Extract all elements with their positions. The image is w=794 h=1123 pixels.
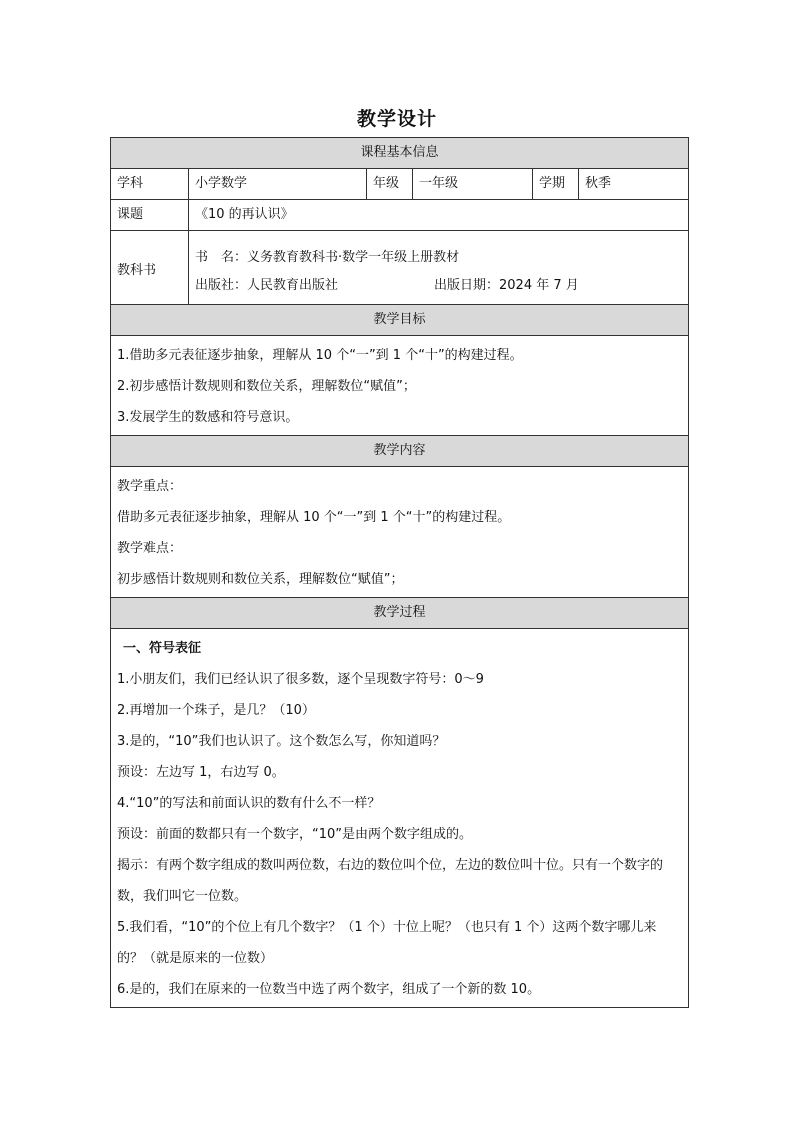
textbook-name: 书 名：义务教育教科书·数学一年级上册教材 bbox=[195, 249, 460, 265]
process-line: 揭示：有两个数字组成的数叫两位数，右边的数位叫个位，左边的数位叫十位。只有一个数字的数，我们叫它一位数。 bbox=[117, 858, 664, 904]
process-line: 5.我们看，“10”的个位上有几个数字？（1 个）十位上呢？（也只有 1 个）这两个数字哪儿来的？（就是原来的一位数） bbox=[117, 920, 657, 966]
process-line: 2.再增加一个珠子，是几？（10） bbox=[117, 703, 315, 718]
textbook-label: 教科书 bbox=[111, 231, 189, 305]
process-line: 预设：前面的数都只有一个数字，“10”是由两个数字组成的。 bbox=[117, 827, 473, 842]
lesson-plan-table bbox=[110, 137, 689, 1008]
objectives-header: 教学目标 bbox=[111, 305, 689, 336]
process-body bbox=[111, 629, 689, 1008]
objective-item: 2.初步感悟计数规则和数位关系，理解数位“赋值”； bbox=[117, 379, 416, 394]
process-section-title bbox=[117, 633, 682, 664]
difficulty-text: 初步感悟计数规则和数位关系，理解数位“赋值”； bbox=[117, 572, 404, 587]
grade-label: 年级 bbox=[367, 169, 413, 200]
process-line: 6.是的，我们在原来的一位数当中选了两个数字，组成了一个新的数 10。 bbox=[117, 982, 541, 997]
basic-info-header: 课程基本信息 bbox=[111, 138, 689, 169]
term-label: 学期 bbox=[533, 169, 579, 200]
document-title: 教学设计 bbox=[356, 108, 437, 130]
textbook-publisher: 出版社：人民教育出版社 bbox=[195, 277, 339, 293]
process-header: 教学过程 bbox=[111, 598, 689, 629]
subject-label: 学科 bbox=[111, 169, 189, 200]
content-body bbox=[111, 467, 689, 598]
objectives-list bbox=[111, 336, 689, 436]
textbook-publish-date: 出版日期：2024 年 7 月 bbox=[434, 277, 579, 293]
textbook-info bbox=[189, 231, 689, 305]
process-section-title-text: 一、符号表征 bbox=[123, 641, 202, 656]
objective-item: 3.发展学生的数感和符号意识。 bbox=[117, 410, 299, 425]
content-header: 教学内容 bbox=[111, 436, 689, 467]
process-line: 预设：左边写 1，右边写 0。 bbox=[117, 765, 285, 780]
key-point-text: 借助多元表征逐步抽象，理解从 10 个“一”到 1 个“十”的构建过程。 bbox=[117, 510, 511, 525]
subject-value: 小学数学 bbox=[189, 169, 367, 200]
process-line: 1.小朋友们，我们已经认识了很多数，逐个呈现数字符号：0～9 bbox=[117, 672, 484, 687]
textbook-publish-line bbox=[195, 272, 682, 300]
topic-label: 课题 bbox=[111, 200, 189, 231]
topic-value: 《10 的再认识》 bbox=[189, 200, 689, 231]
difficulty-label: 教学难点： bbox=[117, 541, 183, 556]
process-line: 3.是的，“10”我们也认识了。这个数怎么写，你知道吗？ bbox=[117, 734, 446, 749]
term-value: 秋季 bbox=[579, 169, 689, 200]
process-line: 4.“10”的写法和前面认识的数有什么不一样？ bbox=[117, 796, 381, 811]
grade-value: 一年级 bbox=[413, 169, 533, 200]
objective-item: 1.借助多元表征逐步抽象，理解从 10 个“一”到 1 个“十”的构建过程。 bbox=[117, 348, 523, 363]
key-point-label: 教学重点： bbox=[117, 479, 183, 494]
